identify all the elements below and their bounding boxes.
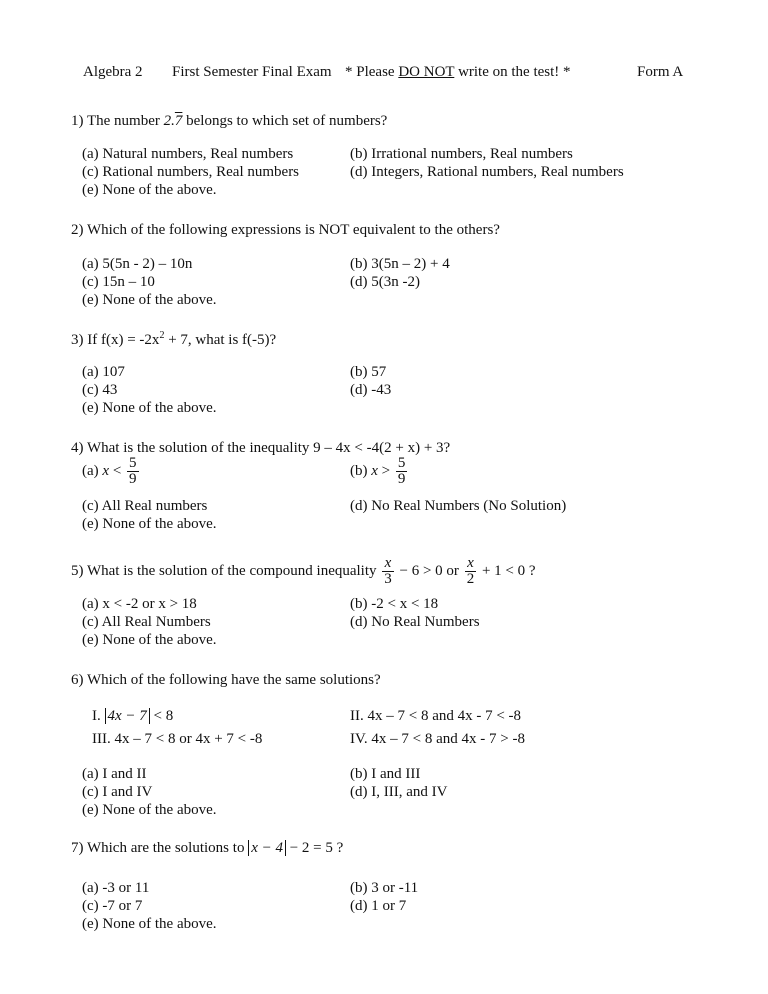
q6-option-a: (a) I and II	[82, 766, 147, 782]
q2-prompt: 2) Which of the following expressions is NOT equivalent to the others?	[71, 222, 500, 238]
q3-option-b: (b) 57	[350, 364, 387, 380]
q2-option-a: (a) 5(5n - 2) – 10n	[82, 256, 193, 272]
q4-prompt: 4) What is the solution of the inequality 9 – 4x < -4(2 + x) + 3?	[71, 440, 451, 456]
q7-option-b: (b) 3 or -11	[350, 880, 419, 896]
q1-option-a: (a) Natural numbers, Real numbers	[82, 146, 294, 162]
q4-option-c: (c) All Real numbers	[82, 498, 208, 514]
q5-option-d: (d) No Real Numbers	[350, 614, 480, 630]
q6-statement-ii: II. 4x – 7 < 8 and 4x - 7 < -8	[350, 708, 522, 724]
q7-absolute-value: x − 4	[248, 840, 286, 856]
q1-option-e: (e) None of the above.	[82, 182, 217, 198]
q6-option-e: (e) None of the above.	[82, 802, 217, 818]
q6-option-c: (c) I and IV	[82, 784, 153, 800]
q1-prompt	[71, 113, 387, 130]
header-notice	[345, 64, 571, 81]
q6-option-b: (b) I and III	[350, 766, 421, 782]
q7-option-c: (c) -7 or 7	[82, 898, 143, 914]
header-form: Form A	[637, 64, 684, 80]
q2-option-b: (b) 3(5n – 2) + 4	[350, 256, 450, 272]
q6-absolute-value: 4x − 7	[105, 708, 150, 724]
q2-option-e: (e) None of the above.	[82, 292, 217, 308]
q2-option-d: (d) 5(3n -2)	[350, 274, 420, 290]
q6-option-d: (d) I, III, and IV	[350, 784, 448, 800]
q5-option-c: (c) All Real Numbers	[82, 614, 211, 630]
q6-prompt: 6) Which of the following have the same solutions?	[71, 672, 381, 688]
q4-option-d: (d) No Real Numbers (No Solution)	[350, 498, 567, 514]
q1-prompt-b: belongs to which set of numbers?	[182, 113, 388, 129]
q5-fraction-1: $\frac{x}{3}$	[384, 555, 392, 587]
q7-prompt: 7) Which are the solutions to x − 4 − 2 = 5 ?	[71, 840, 344, 856]
q4-option-e: (e) None of the above.	[82, 516, 217, 532]
q1-repeating-decimal: 2.7	[163, 113, 183, 129]
q1-repeat-digit: 7	[174, 113, 183, 129]
q3-option-d: (d) -43	[350, 382, 392, 398]
q3-option-e: (e) None of the above.	[82, 400, 217, 416]
q3-prompt: 3) If $f(x) = -2x^2 + 7$, what is f(-5)?	[71, 330, 277, 348]
q7-option-d: (d) 1 or 7	[350, 898, 407, 914]
q4-option-a: (a) x < $\frac{5}{9}$	[82, 455, 137, 487]
q1-option-c: (c) Rational numbers, Real numbers	[82, 164, 300, 180]
q5-prompt: 5) What is the solution of the compound inequality $\frac{x}{3}$ − 6 > 0 or $\frac{x}{2}$ + 1 < 0 ?	[71, 555, 536, 587]
notice-suffix: write on the test! *	[454, 64, 571, 80]
q5-option-b: (b) -2 < x < 18	[350, 596, 439, 612]
q3-exponent: 2	[159, 330, 165, 341]
header-exam-title: First Semester Final Exam	[172, 64, 332, 80]
notice-prefix: * Please	[345, 64, 399, 80]
q5-option-e: (e) None of the above.	[82, 632, 217, 648]
q7-option-e: (e) None of the above.	[82, 916, 217, 932]
q1-option-b: (b) Irrational numbers, Real numbers	[350, 146, 573, 162]
q2-option-c: (c) 15n – 10	[82, 274, 155, 290]
q3-option-c: (c) 43	[82, 382, 118, 398]
q4-a-fraction: $\frac{5}{9}$	[129, 455, 137, 487]
q1-option-d: (d) Integers, Rational numbers, Real numbers	[350, 164, 624, 180]
q6-statement-iv: IV. 4x – 7 < 8 and 4x - 7 > -8	[350, 731, 525, 747]
q5-fraction-2: $\frac{x}{2}$	[466, 555, 475, 587]
q4-b-fraction: $\frac{5}{9}$	[397, 455, 406, 487]
q6-statement-iii: III. 4x – 7 < 8 or 4x + 7 < -8	[92, 731, 263, 747]
header-course: Algebra 2	[83, 64, 143, 80]
q1-prompt-a: 1) The number	[71, 113, 164, 129]
q6-statement-i: I. 4x − 7 < 8	[92, 708, 174, 724]
q3-option-a: (a) 107	[82, 364, 125, 380]
q4-option-b: (b) x > $\frac{5}{9}$	[350, 455, 406, 487]
notice-emphasis: DO NOT	[398, 64, 455, 80]
q7-option-a: (a) -3 or 11	[82, 880, 150, 896]
q5-option-a: (a) x < -2 or x > 18	[82, 596, 197, 612]
